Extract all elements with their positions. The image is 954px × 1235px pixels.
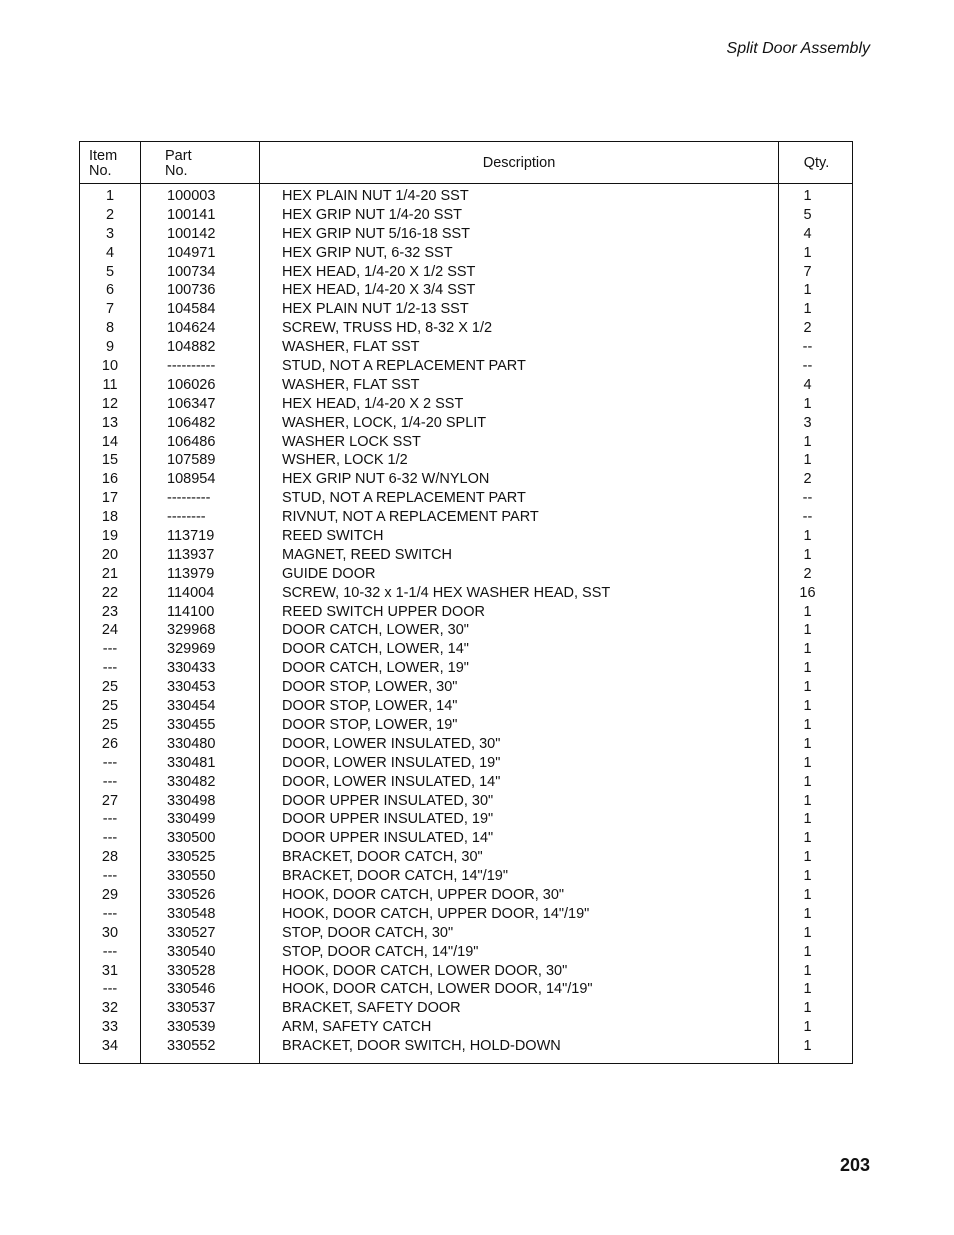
item-no-cell: --- xyxy=(102,754,118,771)
part-no-cell: 104882 xyxy=(167,339,216,356)
description-cell: WASHER, FLAT SST xyxy=(282,339,420,356)
description-cell: STOP, DOOR CATCH, 14"/19" xyxy=(282,943,479,960)
qty-cell: 1 xyxy=(803,754,812,771)
header-item-line2: No. xyxy=(89,163,112,179)
item-no-cell: 21 xyxy=(101,565,119,582)
description-cell: DOOR CATCH, LOWER, 14" xyxy=(282,641,469,658)
part-no-cell: 106482 xyxy=(167,414,216,431)
page-number: 203 xyxy=(839,1155,870,1175)
table-row xyxy=(80,603,852,622)
table-row xyxy=(80,943,852,962)
part-no-cell: ---------- xyxy=(167,358,216,375)
qty-cell: 2 xyxy=(803,320,812,337)
item-no-cell: 14 xyxy=(101,433,119,450)
qty-cell: 5 xyxy=(803,206,812,223)
table-row xyxy=(80,357,852,376)
qty-cell: 1 xyxy=(803,546,812,563)
item-no-cell: 4 xyxy=(105,244,115,261)
part-no-cell: 107589 xyxy=(167,452,216,469)
qty-cell: 1 xyxy=(803,395,812,412)
qty-cell: 3 xyxy=(803,414,812,431)
part-no-cell: 113937 xyxy=(167,546,215,563)
qty-cell: -- xyxy=(802,358,813,375)
qty-cell: 1 xyxy=(803,811,812,828)
table-row xyxy=(80,489,852,508)
qty-cell: 1 xyxy=(803,905,812,922)
parts-table xyxy=(79,141,853,1064)
item-no-cell: 16 xyxy=(101,471,119,488)
item-no-cell: 25 xyxy=(101,698,119,715)
header-part-line2: No. xyxy=(165,163,188,179)
table-row xyxy=(80,829,852,848)
table-row xyxy=(80,678,852,697)
part-no-cell: 330498 xyxy=(167,792,216,809)
item-no-cell: 11 xyxy=(102,376,118,393)
qty-cell: 4 xyxy=(803,225,812,242)
part-no-cell: --------- xyxy=(167,490,211,507)
table-row xyxy=(80,263,852,282)
item-no-cell: 18 xyxy=(101,509,119,526)
qty-cell: 1 xyxy=(803,679,812,696)
qty-cell: 1 xyxy=(803,698,812,715)
description-cell: DOOR STOP, LOWER, 30" xyxy=(282,679,458,696)
part-no-cell: 330527 xyxy=(167,924,216,941)
item-no-cell: 22 xyxy=(101,584,119,601)
part-no-cell: 108954 xyxy=(167,471,216,488)
qty-cell: 1 xyxy=(803,849,812,866)
qty-cell: 1 xyxy=(803,1019,812,1036)
item-no-cell: 3 xyxy=(105,225,115,242)
description-cell: SCREW, TRUSS HD, 8-32 X 1/2 xyxy=(282,320,493,337)
description-cell: HOOK, DOOR CATCH, UPPER DOOR, 14"/19" xyxy=(282,905,590,922)
part-no-cell: 330526 xyxy=(167,886,216,903)
header-item-line1: Item xyxy=(89,148,118,164)
item-no-cell: 30 xyxy=(101,924,119,941)
part-no-cell: 100141 xyxy=(167,206,216,223)
table-row xyxy=(80,565,852,584)
header-divider xyxy=(80,183,852,184)
table-row xyxy=(80,433,852,452)
table-row xyxy=(80,962,852,981)
description-cell: DOOR STOP, LOWER, 19" xyxy=(282,716,458,733)
part-no-cell: 330480 xyxy=(167,735,216,752)
description-cell: STUD, NOT A REPLACEMENT PART xyxy=(282,490,526,507)
description-cell: REED SWITCH xyxy=(282,528,384,545)
description-cell: DOOR CATCH, LOWER, 30" xyxy=(282,622,469,639)
part-no-cell: 330539 xyxy=(167,1019,216,1036)
description-cell: STOP, DOOR CATCH, 30" xyxy=(282,924,454,941)
description-cell: ARM, SAFETY CATCH xyxy=(282,1019,432,1036)
part-no-cell: 113979 xyxy=(167,565,215,582)
part-no-cell: 104584 xyxy=(167,301,216,318)
table-row xyxy=(80,848,852,867)
qty-cell: 1 xyxy=(803,924,812,941)
part-no-cell: 330550 xyxy=(167,868,216,885)
part-no-cell: 104624 xyxy=(167,320,216,337)
description-cell: WASHER, FLAT SST xyxy=(282,376,420,393)
header-item-no xyxy=(89,149,117,179)
part-no-cell: 113719 xyxy=(167,528,215,545)
qty-cell: 1 xyxy=(803,301,812,318)
part-no-cell: 106026 xyxy=(167,376,216,393)
qty-cell: 1 xyxy=(803,660,812,677)
item-no-cell: 7 xyxy=(105,301,115,318)
description-cell: BRACKET, DOOR SWITCH, HOLD-DOWN xyxy=(282,1038,561,1055)
item-no-cell: 5 xyxy=(105,263,115,280)
description-cell: BRACKET, SAFETY DOOR xyxy=(282,1000,461,1017)
qty-cell: 1 xyxy=(803,188,812,204)
qty-cell: 1 xyxy=(803,528,812,545)
item-no-cell: 34 xyxy=(101,1038,119,1055)
qty-cell: 1 xyxy=(803,641,812,658)
header-description: Description xyxy=(482,155,556,171)
description-cell: HEX HEAD, 1/4-20 X 1/2 SST xyxy=(282,263,476,280)
qty-cell: 2 xyxy=(803,471,812,488)
description-cell: DOOR, LOWER INSULATED, 30" xyxy=(282,735,501,752)
description-cell: HEX PLAIN NUT 1/2-13 SST xyxy=(282,301,469,318)
qty-cell: 1 xyxy=(803,244,812,261)
description-cell: WSHER, LOCK 1/2 xyxy=(282,452,408,469)
qty-cell: 1 xyxy=(803,622,812,639)
description-cell: WASHER, LOCK, 1/4-20 SPLIT xyxy=(282,414,487,431)
table-row xyxy=(80,980,852,999)
description-cell: DOOR UPPER INSULATED, 19" xyxy=(282,811,494,828)
description-cell: HEX PLAIN NUT 1/4-20 SST xyxy=(282,188,469,204)
table-row xyxy=(80,905,852,924)
header-qty: Qty. xyxy=(803,155,830,171)
description-cell: SCREW, 10-32 x 1-1/4 HEX WASHER HEAD, SST xyxy=(282,584,611,601)
qty-cell: 1 xyxy=(803,830,812,847)
table-row xyxy=(80,640,852,659)
table-row xyxy=(80,999,852,1018)
part-no-cell: 104971 xyxy=(167,244,216,261)
table-row xyxy=(80,584,852,603)
item-no-cell: 12 xyxy=(101,395,119,412)
running-header-title: Split Door Assembly xyxy=(726,40,870,57)
item-no-cell: 15 xyxy=(101,452,119,469)
description-cell: DOOR CATCH, LOWER, 19" xyxy=(282,660,469,677)
table-body xyxy=(80,187,852,1063)
item-no-cell: 23 xyxy=(101,603,119,620)
part-no-cell: 329968 xyxy=(167,622,216,639)
table-row xyxy=(80,470,852,489)
qty-cell: 1 xyxy=(803,716,812,733)
part-no-cell: 330525 xyxy=(167,849,216,866)
item-no-cell: --- xyxy=(102,905,118,922)
description-cell: DOOR UPPER INSULATED, 30" xyxy=(282,792,494,809)
item-no-cell: --- xyxy=(102,868,118,885)
item-no-cell: 1 xyxy=(105,188,115,204)
table-row xyxy=(80,924,852,943)
qty-cell: 1 xyxy=(803,1038,812,1055)
item-no-cell: --- xyxy=(102,773,118,790)
item-no-cell: --- xyxy=(102,830,118,847)
part-no-cell: 330454 xyxy=(167,698,216,715)
qty-cell: -- xyxy=(802,339,813,356)
table-row xyxy=(80,716,852,735)
part-no-cell: 106347 xyxy=(167,395,216,412)
description-cell: GUIDE DOOR xyxy=(282,565,376,582)
table-row xyxy=(80,792,852,811)
description-cell: RIVNUT, NOT A REPLACEMENT PART xyxy=(282,509,539,526)
item-no-cell: 25 xyxy=(101,716,119,733)
table-row xyxy=(80,546,852,565)
item-no-cell: 19 xyxy=(101,528,119,545)
description-cell: REED SWITCH UPPER DOOR xyxy=(282,603,486,620)
item-no-cell: --- xyxy=(102,811,118,828)
part-no-cell: 330548 xyxy=(167,905,216,922)
table-row xyxy=(80,281,852,300)
qty-cell: 1 xyxy=(803,868,812,885)
table-row xyxy=(80,244,852,263)
qty-cell: 1 xyxy=(803,943,812,960)
item-no-cell: 26 xyxy=(101,735,119,752)
table-row xyxy=(80,376,852,395)
qty-cell: -- xyxy=(802,509,813,526)
part-no-cell: 330500 xyxy=(167,830,216,847)
description-cell: BRACKET, DOOR CATCH, 14"/19" xyxy=(282,868,508,885)
qty-cell: 1 xyxy=(803,1000,812,1017)
item-no-cell: 6 xyxy=(105,282,115,299)
header-part-no xyxy=(165,149,192,179)
qty-cell: 1 xyxy=(803,433,812,450)
qty-cell: 1 xyxy=(803,452,812,469)
table-row xyxy=(80,395,852,414)
table-row xyxy=(80,338,852,357)
part-no-cell: 330482 xyxy=(167,773,216,790)
table-row xyxy=(80,773,852,792)
part-no-cell: 330540 xyxy=(167,943,216,960)
description-cell: DOOR UPPER INSULATED, 14" xyxy=(282,830,494,847)
table-row xyxy=(80,508,852,527)
description-cell: BRACKET, DOOR CATCH, 30" xyxy=(282,849,483,866)
table-row xyxy=(80,867,852,886)
part-no-cell: 330455 xyxy=(167,716,216,733)
item-no-cell: --- xyxy=(102,981,118,998)
item-no-cell: 31 xyxy=(101,962,119,979)
description-cell: DOOR STOP, LOWER, 14" xyxy=(282,698,458,715)
table-row xyxy=(80,810,852,829)
item-no-cell: 2 xyxy=(105,206,115,223)
table-row xyxy=(80,697,852,716)
header-part-line1: Part xyxy=(165,148,192,164)
qty-cell: 4 xyxy=(803,376,812,393)
qty-cell: 1 xyxy=(803,282,812,299)
table-row xyxy=(80,735,852,754)
description-cell: HEX HEAD, 1/4-20 X 2 SST xyxy=(282,395,464,412)
part-no-cell: 106486 xyxy=(167,433,216,450)
part-no-cell: 330453 xyxy=(167,679,216,696)
part-no-cell: 330552 xyxy=(167,1038,216,1055)
qty-cell: 1 xyxy=(803,886,812,903)
table-row xyxy=(80,300,852,319)
description-cell: HEX GRIP NUT 1/4-20 SST xyxy=(282,206,462,223)
description-cell: STUD, NOT A REPLACEMENT PART xyxy=(282,358,526,375)
qty-cell: 1 xyxy=(803,981,812,998)
part-no-cell: 330481 xyxy=(167,754,216,771)
table-row xyxy=(80,1037,852,1056)
description-cell: DOOR, LOWER INSULATED, 14" xyxy=(282,773,501,790)
description-cell: HOOK, DOOR CATCH, LOWER DOOR, 30" xyxy=(282,962,568,979)
table-row xyxy=(80,319,852,338)
qty-cell: 7 xyxy=(803,263,812,280)
description-cell: HOOK, DOOR CATCH, UPPER DOOR, 30" xyxy=(282,886,565,903)
part-no-cell: 329969 xyxy=(167,641,216,658)
item-no-cell: 25 xyxy=(101,679,119,696)
table-row xyxy=(80,621,852,640)
item-no-cell: 8 xyxy=(105,320,115,337)
part-no-cell: 330537 xyxy=(167,1000,216,1017)
item-no-cell: 27 xyxy=(101,792,119,809)
item-no-cell: --- xyxy=(102,641,118,658)
part-no-cell: 100142 xyxy=(167,225,216,242)
part-no-cell: 330499 xyxy=(167,811,216,828)
description-cell: HEX GRIP NUT 5/16-18 SST xyxy=(282,225,471,242)
qty-cell: -- xyxy=(802,490,813,507)
table-row xyxy=(80,225,852,244)
description-cell: HOOK, DOOR CATCH, LOWER DOOR, 14"/19" xyxy=(282,981,593,998)
part-no-cell: 114004 xyxy=(167,584,215,601)
qty-cell: 2 xyxy=(803,565,812,582)
qty-cell: 1 xyxy=(803,735,812,752)
table-row xyxy=(80,527,852,546)
qty-cell: 1 xyxy=(803,603,812,620)
item-no-cell: 32 xyxy=(101,1000,119,1017)
table-row xyxy=(80,451,852,470)
table-row xyxy=(80,659,852,678)
part-no-cell: 330528 xyxy=(167,962,216,979)
part-no-cell: 114100 xyxy=(167,603,215,620)
item-no-cell: 10 xyxy=(101,358,119,375)
item-no-cell: 29 xyxy=(101,886,119,903)
qty-cell: 16 xyxy=(799,584,816,601)
item-no-cell: 28 xyxy=(101,849,119,866)
item-no-cell: 24 xyxy=(101,622,119,639)
table-row xyxy=(80,206,852,225)
description-cell: WASHER LOCK SST xyxy=(282,433,421,450)
qty-cell: 1 xyxy=(803,792,812,809)
item-no-cell: --- xyxy=(102,943,118,960)
item-no-cell: 13 xyxy=(101,414,119,431)
part-no-cell: 330546 xyxy=(167,981,216,998)
qty-cell: 1 xyxy=(803,773,812,790)
description-cell: HEX GRIP NUT, 6-32 SST xyxy=(282,244,453,261)
description-cell: DOOR, LOWER INSULATED, 19" xyxy=(282,754,501,771)
item-no-cell: --- xyxy=(102,660,118,677)
item-no-cell: 33 xyxy=(101,1019,119,1036)
table-row xyxy=(80,414,852,433)
table-row xyxy=(80,1018,852,1037)
table-row xyxy=(80,187,852,206)
item-no-cell: 17 xyxy=(101,490,119,507)
part-no-cell: 330433 xyxy=(167,660,216,677)
table-row xyxy=(80,886,852,905)
part-no-cell: 100734 xyxy=(167,263,216,280)
item-no-cell: 9 xyxy=(105,339,115,356)
table-row xyxy=(80,754,852,773)
part-no-cell: -------- xyxy=(167,509,206,526)
part-no-cell: 100736 xyxy=(167,282,216,299)
part-no-cell: 100003 xyxy=(167,188,216,204)
description-cell: MAGNET, REED SWITCH xyxy=(282,546,452,563)
qty-cell: 1 xyxy=(803,962,812,979)
description-cell: HEX HEAD, 1/4-20 X 3/4 SST xyxy=(282,282,476,299)
item-no-cell: 20 xyxy=(101,546,119,563)
description-cell: HEX GRIP NUT 6-32 W/NYLON xyxy=(282,471,490,488)
